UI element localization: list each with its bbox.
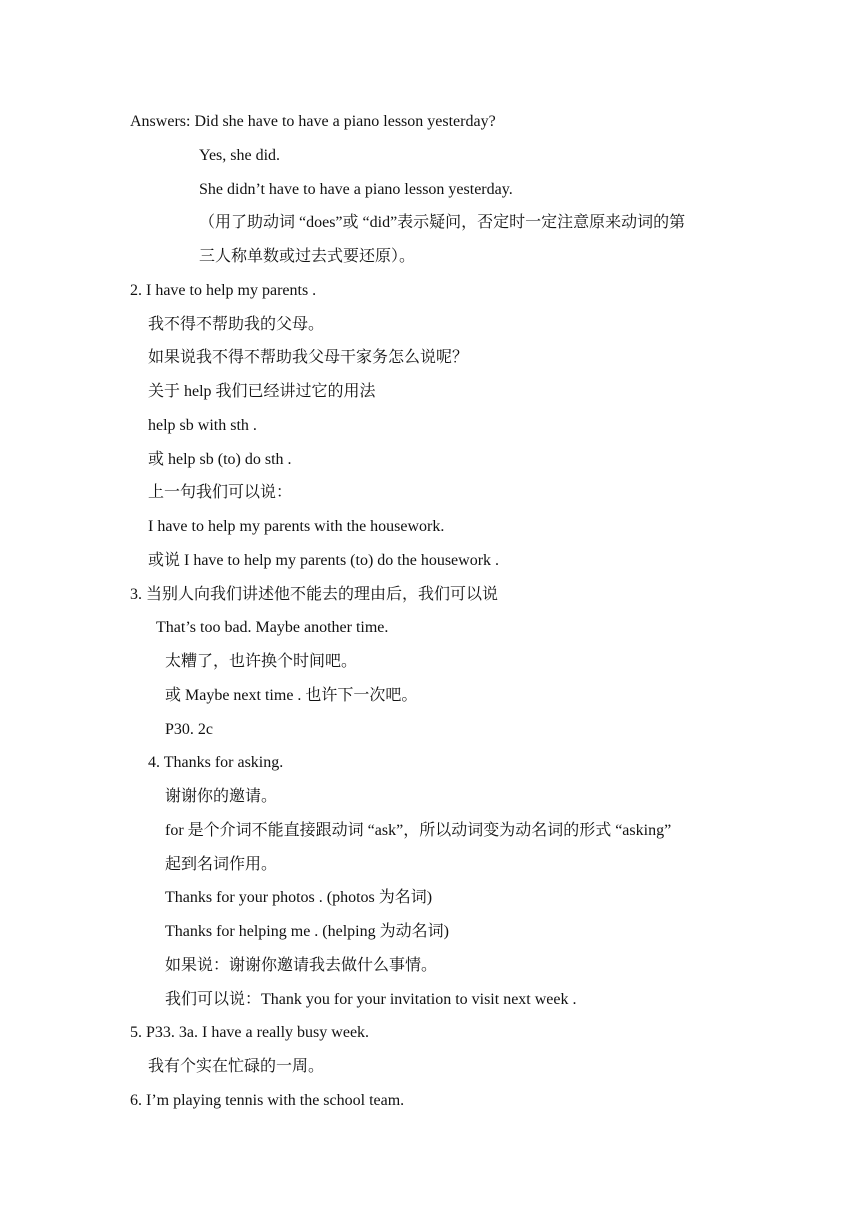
item-5-heading: 5. P33. 3a. I have a really busy week. [130,1024,370,1041]
item-3-phrase: That’s too bad. Maybe another time. [156,619,389,636]
item-4-answer: 我们可以说：Thank you for your invitation to visit next week . [165,991,577,1008]
item-2-help-usage: 关于 help 我们已经讲过它的用法 [148,383,376,400]
item-2-pattern-1: help sb with sth . [148,417,257,434]
item-4-explanation-2: 起到名词作用。 [165,856,278,873]
item-2-heading: 2. I have to help my parents . [130,282,317,299]
note-line-1: （用了助动词 “does”或 “did”表示疑问，否定时一定注意原来动词的第 [199,214,686,231]
item-4-question: 如果说：谢谢你邀请我去做什么事情。 [165,957,438,974]
answer-yes-line: Yes, she did. [199,147,281,164]
item-2-translation: 我不得不帮助我的父母。 [148,316,325,333]
item-3-translation: 太糟了，也许换个时间吧。 [165,653,358,670]
item-6-heading: 6. I’m playing tennis with the school team. [130,1092,405,1109]
item-2-pattern-2: 或 help sb (to) do sth . [148,451,292,468]
item-4-example-1: Thanks for your photos . (photos 为名词) [165,889,433,906]
item-5-translation: 我有个实在忙碌的一周。 [148,1058,325,1075]
item-3-heading: 3. 当别人向我们讲述他不能去的理由后，我们可以说 [130,586,499,603]
item-2-example-1: I have to help my parents with the housework. [148,518,445,535]
answer-negative-line: She didn’t have to have a piano lesson yesterday. [199,181,513,198]
item-2-intro: 上一句我们可以说： [148,484,293,501]
note-line-2: 三人称单数或过去式要还原）。 [199,248,416,265]
item-3-reference: P30. 2c [165,721,213,738]
item-4-explanation-1: for 是个介词不能直接跟动词 “ask”，所以动词变为动名词的形式 “asking” [165,822,672,839]
item-4-example-2: Thanks for helping me . (helping 为动名词) [165,923,449,940]
item-3-alternative: 或 Maybe next time . 也许下一次吧。 [165,687,418,704]
item-4-heading: 4. Thanks for asking. [148,754,284,771]
item-4-translation: 谢谢你的邀请。 [165,788,278,805]
item-2-example-2: 或说 I have to help my parents (to) do the housework . [148,552,500,569]
item-2-question: 如果说我不得不帮助我父母干家务怎么说呢？ [148,349,469,366]
answer-question-line: Answers: Did she have to have a piano lesson yesterday? [130,113,496,130]
